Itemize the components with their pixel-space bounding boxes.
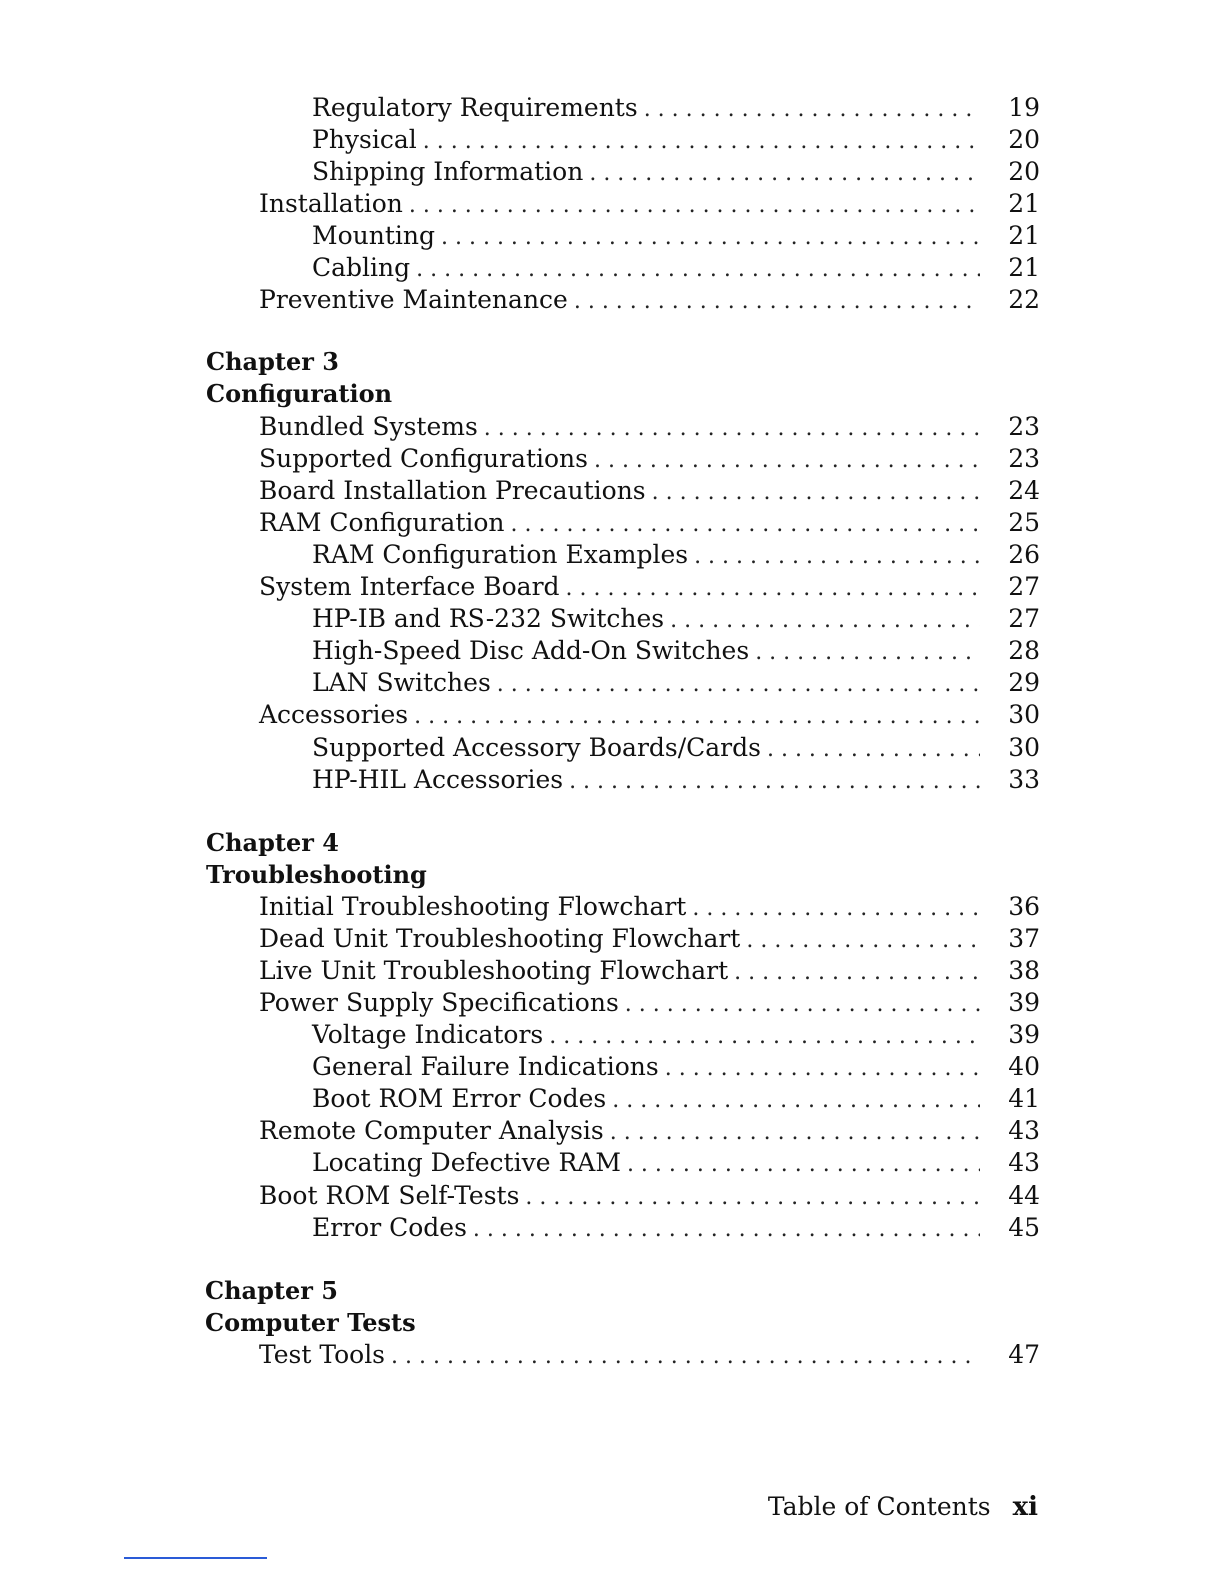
footer-rule <box>124 1557 267 1559</box>
toc-entry-label: Locating Defective RAM <box>312 1148 621 1177</box>
toc-entry-page: 45 <box>1008 1213 1040 1242</box>
toc-entry-page: 40 <box>1008 1052 1040 1081</box>
toc-entry-page: 24 <box>1008 476 1040 505</box>
toc-entry-page: 21 <box>1008 221 1040 250</box>
dot-leader <box>692 893 980 925</box>
toc-entry <box>259 955 1040 987</box>
dot-leader <box>569 766 980 798</box>
toc-entry-label: Boot ROM Self-Tests <box>259 1181 520 1210</box>
dot-leader <box>409 190 980 222</box>
toc-entry <box>312 92 1040 124</box>
toc-entry-page: 36 <box>1008 892 1040 921</box>
dot-leader <box>416 254 980 286</box>
dot-leader <box>589 158 980 190</box>
footer-section-title: Table of Contents <box>767 1492 991 1521</box>
toc-entry-page: 43 <box>1008 1148 1040 1177</box>
dot-leader <box>665 1053 980 1085</box>
toc-entry-page: 28 <box>1008 636 1040 665</box>
toc-entry-label: Boot ROM Error Codes <box>312 1084 607 1113</box>
toc-entry-label: Installation <box>259 189 403 218</box>
chapter-title: Configuration <box>206 379 393 408</box>
dot-leader <box>549 1021 980 1053</box>
toc-entry <box>259 699 1040 731</box>
toc-entry <box>312 667 1040 699</box>
dot-leader <box>473 1214 980 1246</box>
dot-leader <box>574 286 980 318</box>
toc-entry-page: 23 <box>1008 444 1040 473</box>
dot-leader <box>497 669 980 701</box>
toc-entry-label: Cabling <box>312 253 411 282</box>
dot-leader <box>767 734 980 766</box>
toc-entry-page: 25 <box>1008 508 1040 537</box>
dot-leader <box>441 222 980 254</box>
page-footer <box>768 1490 1038 1524</box>
toc-entry <box>312 1083 1040 1115</box>
toc-entry-page: 47 <box>1008 1340 1040 1369</box>
chapter-number: Chapter 4 <box>206 828 339 857</box>
toc-entry-label: LAN Switches <box>312 668 491 697</box>
toc-entry <box>259 284 1040 316</box>
toc-entry <box>312 252 1040 284</box>
toc-entry-label: Power Supply Specifications <box>259 988 619 1017</box>
toc-entry <box>259 1115 1040 1147</box>
dot-leader <box>391 1341 980 1373</box>
toc-entry-page: 20 <box>1008 157 1040 186</box>
toc-entry-label: Board Installation Precautions <box>259 476 646 505</box>
toc-entry <box>312 635 1040 667</box>
toc-entry-page: 30 <box>1008 733 1040 762</box>
toc-entry-page: 44 <box>1008 1181 1040 1210</box>
toc-entry-page: 38 <box>1008 956 1040 985</box>
toc-entry-label: Voltage Indicators <box>312 1020 544 1049</box>
toc-entry-label: Test Tools <box>259 1340 386 1369</box>
dot-leader <box>652 477 980 509</box>
toc-entry <box>312 1147 1040 1179</box>
toc-entry <box>259 507 1040 539</box>
toc-entry-label: Live Unit Troubleshooting Flowchart <box>259 956 729 985</box>
toc-entry <box>259 1339 1040 1371</box>
toc-entry-page: 19 <box>1008 93 1040 122</box>
toc-entry <box>259 475 1040 507</box>
toc-entry <box>312 1019 1040 1051</box>
toc-entry <box>259 443 1040 475</box>
dot-leader <box>625 989 980 1021</box>
toc-entry-label: Error Codes <box>312 1213 467 1242</box>
dot-leader <box>694 541 980 573</box>
toc-entry <box>259 987 1040 1019</box>
toc-entry <box>312 124 1040 156</box>
toc-entry-label: High-Speed Disc Add-On Switches <box>312 636 750 665</box>
dot-leader <box>610 1117 980 1149</box>
toc-entry <box>259 571 1040 603</box>
dot-leader <box>644 94 980 126</box>
toc-entry-label: HP-HIL Accessories <box>312 765 564 794</box>
toc-entry <box>312 1212 1040 1244</box>
toc-entry-page: 41 <box>1008 1084 1040 1113</box>
footer-page-number: xi <box>1012 1492 1038 1522</box>
dot-leader <box>423 126 980 158</box>
toc-entry-label: Bundled Systems <box>259 412 478 441</box>
toc-entry <box>312 156 1040 188</box>
dot-leader <box>484 413 980 445</box>
toc-entry <box>312 603 1040 635</box>
toc-entry-label: RAM Configuration Examples <box>312 540 689 569</box>
chapter-number: Chapter 3 <box>206 347 339 376</box>
toc-entry-label: Preventive Maintenance <box>259 285 568 314</box>
toc-entry-label: RAM Configuration <box>259 508 505 537</box>
toc-entry-page: 30 <box>1008 700 1040 729</box>
toc-entry <box>312 220 1040 252</box>
toc-entry-page: 27 <box>1008 572 1040 601</box>
toc-entry-page: 21 <box>1008 189 1040 218</box>
toc-entry-page: 27 <box>1008 604 1040 633</box>
dot-leader <box>594 445 980 477</box>
dot-leader <box>627 1149 980 1181</box>
toc-entry-page: 39 <box>1008 1020 1040 1049</box>
dot-leader <box>566 573 980 605</box>
toc-entry-page: 20 <box>1008 125 1040 154</box>
toc-entry-label: HP-IB and RS-232 Switches <box>312 604 665 633</box>
dot-leader <box>746 925 980 957</box>
toc-entry-label: Supported Configurations <box>259 444 588 473</box>
toc-entry <box>312 1051 1040 1083</box>
toc-entry <box>259 1180 1040 1212</box>
toc-entry-page: 23 <box>1008 412 1040 441</box>
dot-leader <box>525 1182 980 1214</box>
toc-entry-page: 26 <box>1008 540 1040 569</box>
toc-entry <box>259 188 1040 220</box>
toc-entry-page: 43 <box>1008 1116 1040 1145</box>
dot-leader <box>755 637 980 669</box>
toc-entry <box>259 923 1040 955</box>
chapter-title: Troubleshooting <box>206 860 427 889</box>
dot-leader <box>734 957 980 989</box>
toc-entry <box>312 764 1040 796</box>
toc-entry-label: Initial Troubleshooting Flowchart <box>259 892 687 921</box>
toc-entry-label: Supported Accessory Boards/Cards <box>312 733 761 762</box>
toc-entry-page: 21 <box>1008 253 1040 282</box>
toc-entry-label: System Interface Board <box>259 572 560 601</box>
chapter-number: Chapter 5 <box>205 1276 338 1305</box>
toc-entry <box>312 732 1040 764</box>
toc-entry-label: Physical <box>312 125 417 154</box>
toc-entry-label: Dead Unit Troubleshooting Flowchart <box>259 924 741 953</box>
dot-leader <box>612 1085 980 1117</box>
toc-entry <box>259 891 1040 923</box>
toc-entry-label: Remote Computer Analysis <box>259 1116 604 1145</box>
dot-leader <box>414 701 980 733</box>
dot-leader <box>670 605 980 637</box>
toc-entry <box>312 539 1040 571</box>
toc-entry <box>259 411 1040 443</box>
toc-entry-page: 29 <box>1008 668 1040 697</box>
toc-entry-page: 22 <box>1008 285 1040 314</box>
toc-entry-label: Regulatory Requirements <box>312 93 638 122</box>
dot-leader <box>511 509 980 541</box>
toc-entry-page: 37 <box>1008 924 1040 953</box>
toc-entry-label: Shipping Information <box>312 157 584 186</box>
toc-entry-label: Accessories <box>259 700 409 729</box>
toc-entry-label: General Failure Indications <box>312 1052 659 1081</box>
chapter-title: Computer Tests <box>205 1308 416 1337</box>
toc-entry-page: 39 <box>1008 988 1040 1017</box>
toc-entry-label: Mounting <box>312 221 435 250</box>
toc-entry-page: 33 <box>1008 765 1040 794</box>
